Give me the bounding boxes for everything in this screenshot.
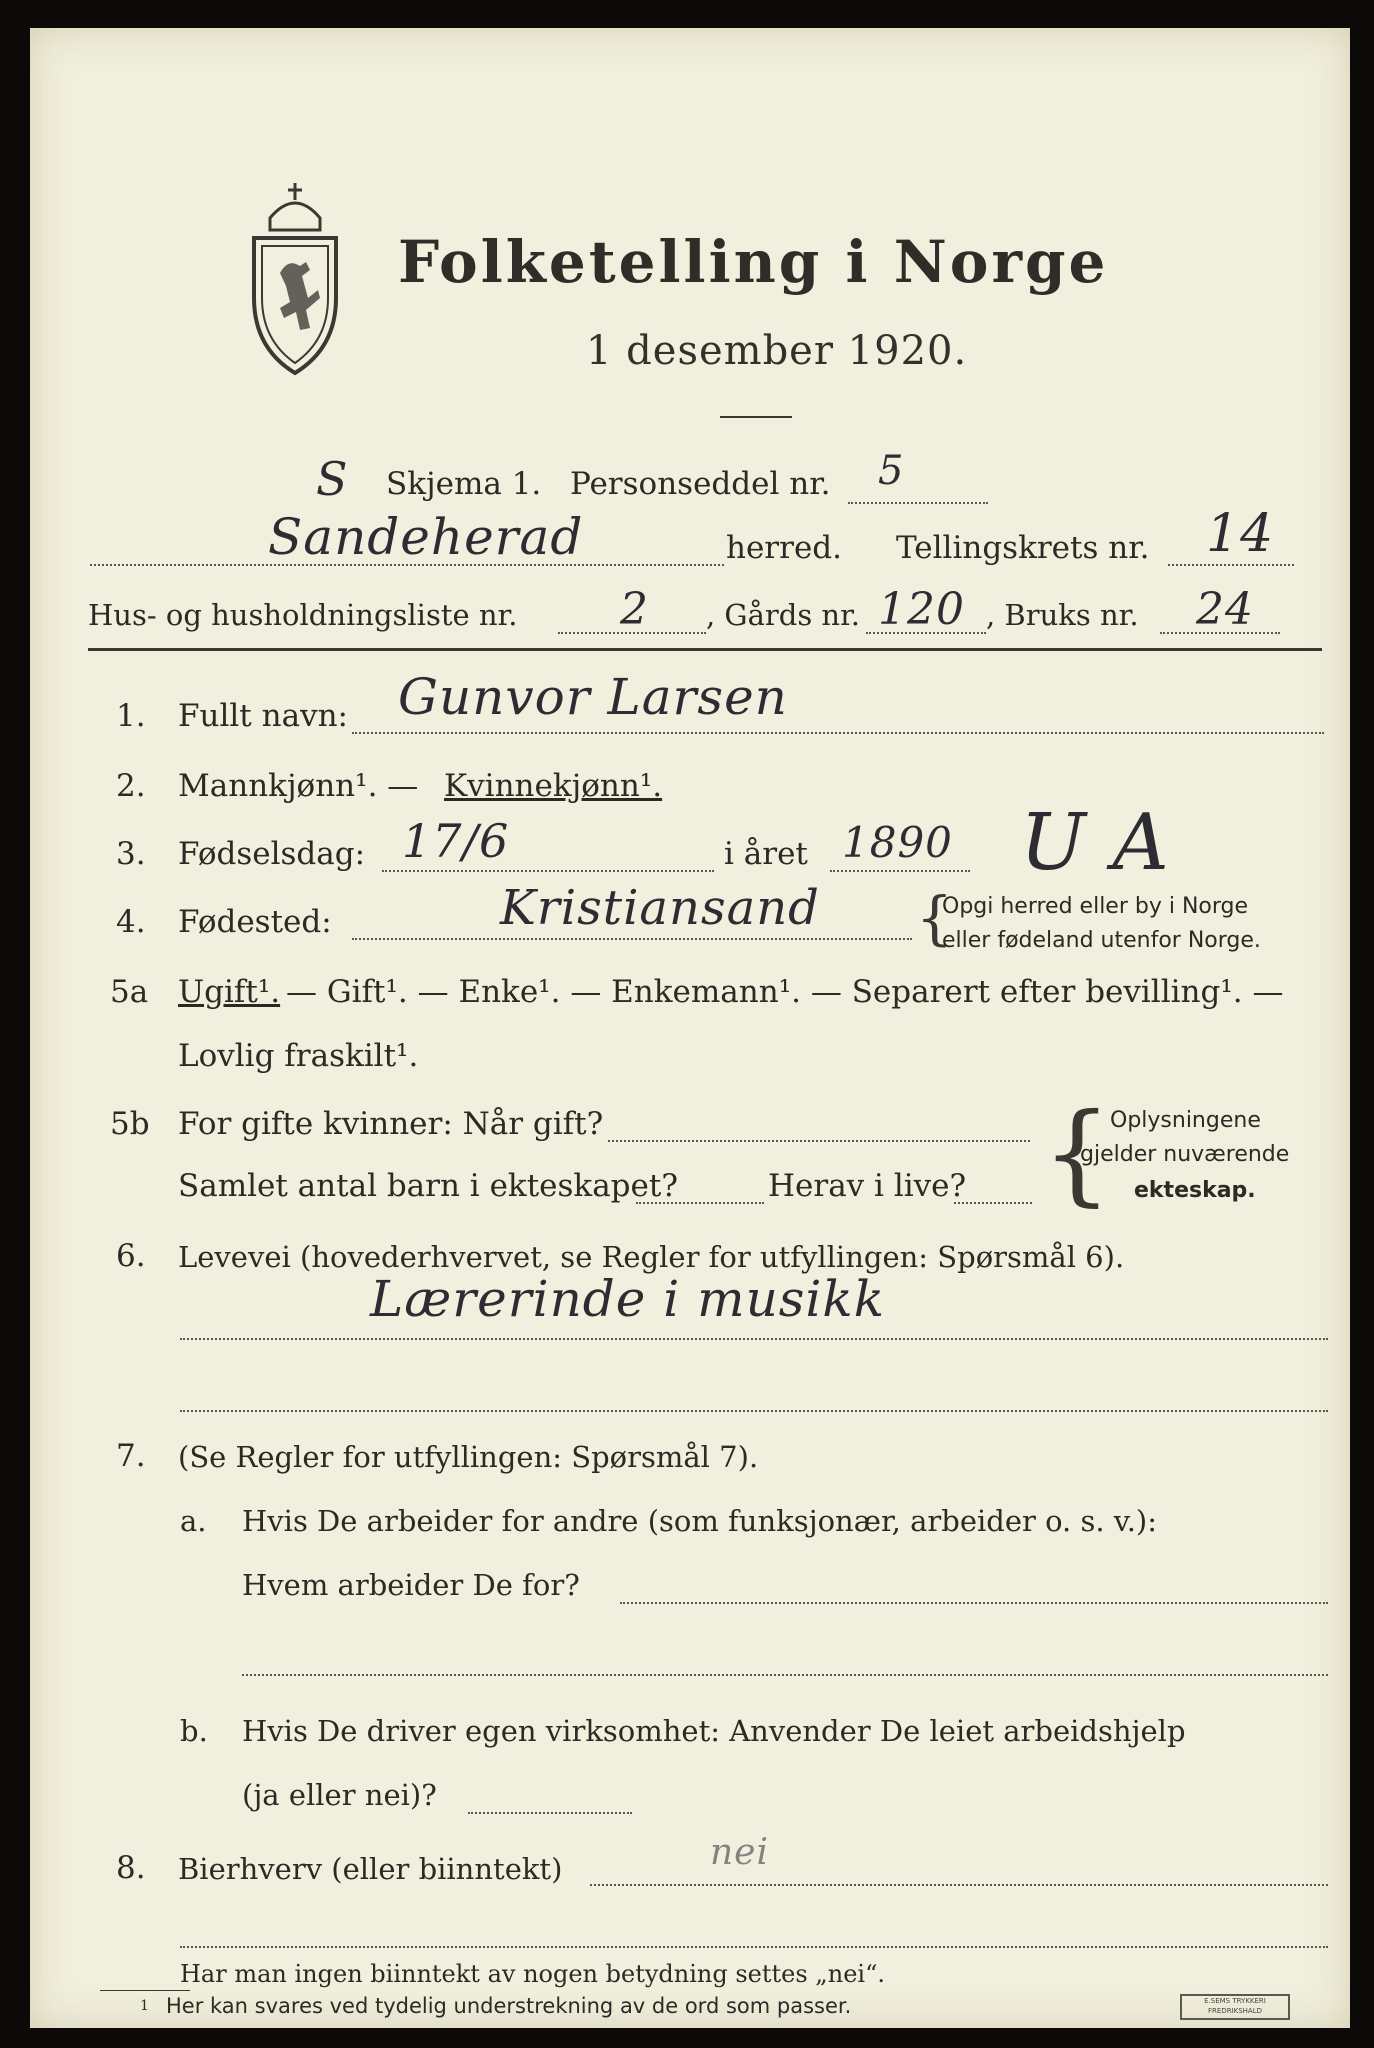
gards-label: , Gårds nr. xyxy=(706,598,860,632)
q7a-line1 xyxy=(620,1602,1328,1604)
gards-value: 120 xyxy=(878,584,965,635)
q5b-number: 5b xyxy=(110,1106,150,1142)
q3-birth-day: 17/6 xyxy=(402,814,510,868)
q5a-options: — Gift¹. — Enke¹. — Enkemann¹. — Separert efter bevilling¹. — xyxy=(286,974,1284,1010)
q7a-letter: a. xyxy=(180,1504,207,1538)
handwritten-initial: S xyxy=(316,452,349,506)
footnote-separator xyxy=(100,1990,190,1991)
census-date: 1 desember 1920. xyxy=(586,328,968,374)
q2-number: 2. xyxy=(116,768,146,804)
footer-note: Har man ingen biinntekt av nogen betydning settes „nei“. xyxy=(180,1960,885,1988)
q8-number: 8. xyxy=(116,1850,146,1886)
q6-line2 xyxy=(180,1410,1328,1412)
q1-full-name: Gunvor Larsen xyxy=(398,668,788,726)
q5b-children-line xyxy=(636,1202,764,1204)
q5a-ugift-underlined: Ugift¹. xyxy=(178,974,281,1010)
q7-number: 7. xyxy=(116,1438,146,1474)
q3-number: 3. xyxy=(116,836,146,872)
q4-birthplace: Kristiansand xyxy=(500,880,820,936)
tellingskrets-label: Tellingskrets nr. xyxy=(896,530,1150,566)
q7b-line xyxy=(468,1812,632,1814)
herred-label: herred. xyxy=(726,530,842,566)
q8-value: nei xyxy=(710,1832,770,1873)
q5a-number: 5a xyxy=(110,974,149,1010)
personseddel-line xyxy=(848,502,988,504)
q6-line1 xyxy=(180,1338,1328,1340)
q8-line2 xyxy=(180,1946,1328,1948)
q5b-married-label: For gifte kvinner: Når gift? xyxy=(178,1106,604,1142)
coat-of-arms-icon xyxy=(240,178,350,378)
q7b-label1: Hvis De driver egen virksomhet: Anvender De leiet arbeidshjelp xyxy=(242,1714,1186,1748)
printer-stamp: E.SEMS TRYKKERI FREDRIKSHALD xyxy=(1180,1994,1290,2020)
q2-male-option: Mannkjønn¹. — xyxy=(178,768,419,804)
tellingskrets-value: 14 xyxy=(1206,504,1275,564)
q1-number: 1. xyxy=(116,698,146,734)
title-divider xyxy=(720,416,792,418)
household-list-value: 2 xyxy=(620,584,649,635)
q7b-letter: b. xyxy=(180,1714,208,1748)
q8-label: Bierhverv (eller biinntekt) xyxy=(178,1852,563,1886)
footnote-text: Her kan svares ved tydelig understrekning av de ord som passer. xyxy=(166,1994,852,2018)
schema-label: Skjema 1. xyxy=(386,466,542,502)
q1-line xyxy=(352,732,1324,734)
q3-day-line xyxy=(382,870,714,872)
q5b-alive-line xyxy=(954,1202,1032,1204)
q5b-alive-label: Herav i live? xyxy=(768,1168,967,1204)
q6-label: Levevei (hovederhvervet, se Regler for utfyllingen: Spørsmål 6). xyxy=(178,1240,1125,1274)
q4-note-line2: eller fødeland utenfor Norge. xyxy=(942,928,1261,953)
q5a-line2: Lovlig fraskilt¹. xyxy=(178,1038,419,1074)
q4-label: Fødested: xyxy=(178,904,332,940)
q7-label: (Se Regler for utfyllingen: Spørsmål 7). xyxy=(178,1440,759,1474)
q3-margin-note: U A xyxy=(1020,798,1170,888)
q6-occupation: Lærerinde i musikk xyxy=(370,1270,886,1328)
q1-label: Fullt navn: xyxy=(178,698,348,734)
q5b-note-line2: gjelder nuværende xyxy=(1080,1142,1290,1167)
q3-label: Fødselsdag: xyxy=(178,836,366,872)
household-list-label: Hus- og husholdningsliste nr. xyxy=(88,598,518,632)
q3-year-line xyxy=(830,870,970,872)
q5b-note-line3: ekteskap. xyxy=(1134,1178,1256,1203)
q3-year-label: i året xyxy=(724,836,808,872)
bruks-value: 24 xyxy=(1196,584,1254,635)
q8-line xyxy=(590,1884,1328,1886)
personseddel-label: Personseddel nr. xyxy=(570,466,831,502)
tellingskrets-line xyxy=(1168,564,1294,566)
q5b-note-line1: Oplysningene xyxy=(1110,1108,1261,1133)
q6-number: 6. xyxy=(116,1238,146,1274)
personseddel-value: 5 xyxy=(878,448,905,494)
q3-birth-year: 1890 xyxy=(842,818,953,867)
census-form-page: Folketelling i Norge 1 desember 1920. S Skjema 1. Personseddel nr. 5 Sandeherad herred. Tellingskrets nr. 14 Hus- og husholdningsliste nr. 2 , Gårds nr. 120 , Bruks nr. 24 1. Fullt navn: Gunvor Larsen 2. Mannkjønn¹. — Kvinnekjønn¹. 3. Fødselsdag: 17/6 i året 1890 U A 4. Fødested: Kristiansand { Opgi herred eller by i Norge eller fødeland utenfor Norge. 5a Ugift¹. — Gift¹. — Enke¹. — Enkemann¹. — Separert efter bevilling¹. — Lovlig fraskilt¹. 5b For gifte kvinner: Når gift? Samlet antal barn i ekteskapet? Herav i live? { Oplysningene gjelder nuværende ekteskap. 6. Levevei (hovederhvervet, se Regler for utfyllingen: Spørsmål 6). Lærerinde i musikk 7. (Se Regler for utfyllingen: Spørsmål 7). a. Hvis De arbeider for andre (som funksjonær, arbeider o. s. v.): Hvem arbeider De for? b. Hvis De driver egen virksomhet: Anvender De leiet arbeidshjelp (ja eller nei)? 8. Bierhverv (eller biinntekt) nei Har man ingen biinntekt av nogen betydning settes „nei“. 1 Her kan svares ved tydelig understrekning av de ord som passer. E.SEMS TRYKKERI FREDRIKSHALD xyxy=(30,28,1350,2028)
form-title: Folketelling i Norge xyxy=(398,228,1109,296)
q4-number: 4. xyxy=(116,904,146,940)
header-separator xyxy=(88,648,1322,651)
q4-note-line1: Opgi herred eller by i Norge xyxy=(942,894,1249,919)
q7b-label2: (ja eller nei)? xyxy=(242,1778,437,1812)
q2-female-option-underlined: Kvinnekjønn¹. xyxy=(444,768,663,804)
bruks-label: , Bruks nr. xyxy=(986,598,1139,632)
q7a-line2 xyxy=(242,1674,1328,1676)
herred-value: Sandeherad xyxy=(268,508,584,566)
q5b-married-line xyxy=(608,1140,1030,1142)
q5b-children-label: Samlet antal barn i ekteskapet? xyxy=(178,1168,678,1204)
q4-line xyxy=(352,938,912,940)
footnote-mark: 1 xyxy=(140,1998,149,2014)
q7a-label1: Hvis De arbeider for andre (som funksjonær, arbeider o. s. v.): xyxy=(242,1504,1158,1538)
q7a-label2: Hvem arbeider De for? xyxy=(242,1568,580,1602)
